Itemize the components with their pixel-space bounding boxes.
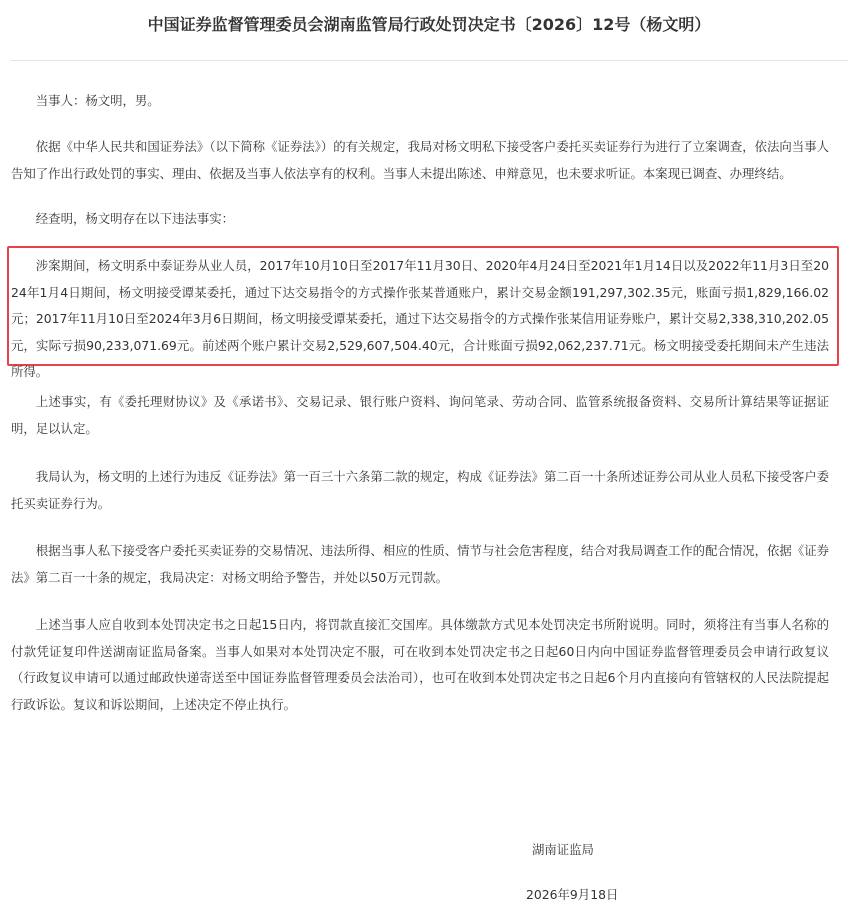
evidence-paragraph: 上述事实，有《委托理财协议》及《承诺书》、交易记录、银行账户资料、询问笔录、劳动合同、监管系统报备资料、交易所计算结果等证据证明，足以认定。: [11, 394, 829, 436]
basis-paragraph: 依据《中华人民共和国证券法》（以下简称《证券法》）的有关规定，我局对杨文明私下接受客户委托买卖证券行为进行了立案调查，依法向当事人告知了作出行政处罚的事实、理由、依据及当事人依法享有的权利。当事人未提出陈述、申辩意见，也未要求听证。本案现已调查、办理终结。: [11, 139, 829, 181]
party-paragraph: 当事人：杨文明，男。: [35, 93, 160, 108]
violation-facts-paragraph: 涉案期间，杨文明系中泰证券从业人员，2017年10月10日至2017年11月30日、2020年4月24日至2021年1月14日以及2022年11月3日至2024年1月4日期间，杨文明接受谭某委托，通过下达交易指令的方式操作张某普通账户，累计交易金额191,297,302.35元，账面亏损1,829,166.02元；2017年11月10日至2024年3月6日期间，杨文明接受谭某委托，通过下达交易指令的方式操作张某信用证券账户，累计交易2,338,310,202.05元，实际亏损90,233,071.69元。前述两个账户累计交易2,529,607,504.40元，合计账面亏损92,062,237.71元。杨文明接受委托期间未产生违法所得。: [11, 258, 829, 379]
payment-and-appeal-paragraph: 上述当事人应自收到本处罚决定书之日起15日内，将罚款直接汇交国库。具体缴款方式见本处罚决定书所附说明。同时，须将注有当事人名称的付款凭证复印件送湖南证监局备案。当事人如果对本处罚决定不服，可在收到本处罚决定书之日起60日内向中国证券监督管理委员会申请行政复议（行政复议申请可以通过邮政快递寄送至中国证券监督管理委员会法治司），也可在收到本处罚决定书之日起6个月内直接向有管辖权的人民法院提起行政诉讼。复议和诉讼期间，上述决定不停止执行。: [11, 617, 829, 712]
issuer-signature: 湖南证监局: [532, 842, 594, 857]
decision-paragraph: 根据当事人私下接受客户委托买卖证券的交易情况、违法所得、相应的性质、情节与社会危害程度，结合对我局调查工作的配合情况，依据《证券法》第二百一十条的规定，我局决定：对杨文明给予警告，并处以50万元罚款。: [11, 543, 829, 585]
legal-opinion-paragraph: 我局认为，杨文明的上述行为违反《证券法》第一百三十六条第二款的规定，构成《证券法》第二百一十条所述证券公司从业人员私下接受客户委托买卖证券行为。: [11, 469, 829, 511]
title-divider: [10, 60, 848, 61]
findings-intro-paragraph: 经查明，杨文明存在以下违法事实：: [35, 211, 235, 226]
issue-date: 2026年9月18日: [526, 887, 619, 902]
document-title: 中国证券监督管理委员会湖南监管局行政处罚决定书〔2026〕12号（杨文明）: [147, 15, 711, 34]
